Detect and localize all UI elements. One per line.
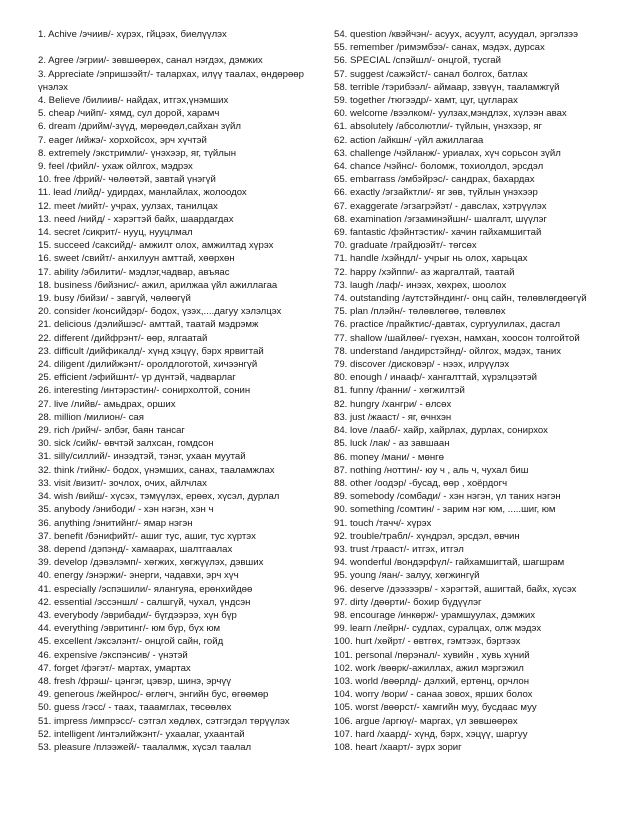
vocab-entry: 101. personal /пөрэнал/- хувийн , хувь хүний	[334, 649, 530, 661]
vocab-entry: 18. business /бийзнис/- ажил, арилжаа үйл ажиллагаа	[38, 279, 278, 291]
vocab-entry: 33. visit /визит/- зочлох, очих, айлчлах	[38, 477, 207, 489]
vocab-entry: 107. hard /хаард/- хүнд, бэрх, хэцүү, шаргуу	[334, 728, 528, 740]
vocab-entry: 37. benefit /бэнифийт/- ашиг тус, ашиг, тус хүртэх	[38, 530, 256, 542]
vocab-entry: 39. develop /дэвэлэмп/- хөгжих, хөгжүүлэх, дэвших	[38, 557, 264, 569]
vocab-entry: 5. cheap /чийп/- хямд, сул дорой, харамч	[38, 108, 220, 120]
vocab-entry: 7. eager /ийжэ/- хорхойсох, эрч хүчтэй	[38, 134, 207, 146]
vocab-entry: 96. deserve /дээзээрв/ - хэрэгтэй, ашигтай, байх, хүсэх	[334, 583, 577, 595]
vocab-entry: 28. million /милион/- сая	[38, 411, 144, 423]
vocab-entry: 103. world /вөөрлд/- дэлхий, ертөнц, орчлон	[334, 675, 530, 687]
vocab-entry: 78. understand /андирстэйнд/- ойлгох, мэдэх, таних	[334, 345, 562, 357]
vocab-entry: 30. sick /сийк/- өвчтэй залхсан, гомдсон	[38, 438, 214, 450]
vocab-entry: 55. remember /римэмбээ/- санах, мэдэх, дурсах	[334, 42, 545, 54]
blank-line	[38, 41, 320, 54]
vocab-entry: 77. shallow /шайлөө/- гүехэн, намхан, хоосон толгойтой	[334, 332, 580, 344]
vocab-entry: 92. trouble/трабл/- хүндрэл, эрсдэл, өвчин	[334, 530, 520, 542]
vocab-entry: 80. enough / инааф/- хангалттай, хүрэлцээтэй	[334, 372, 537, 384]
vocab-entry: 54. question /квэйчэн/- асуух, асуулт, асуудал, эргэлзээ	[334, 29, 578, 40]
vocab-entry: 29. rich /рийч/- элбэг, баян тансаг	[38, 425, 185, 437]
vocab-entry: 95. young /яан/- залуу, хөгжингүй	[334, 570, 480, 582]
vocab-entry: 83. just /жааст/ - яг, өчнхэн	[334, 411, 452, 423]
vocab-entry: 79. discover /дисковэр/ - нээх, илрүүлэх	[334, 359, 510, 371]
vocab-entry: 61. absolutely /абсолютли/- түйлын, үнэхээр, яг	[334, 121, 543, 133]
vocab-entry: 43. everybody /эврибади/- бүгдээрээ, хүн бүр	[38, 609, 237, 621]
vocab-entry: 14. secret /сикрит/- нууц, нууцлмал	[38, 227, 193, 239]
vocab-entry: 81. funny /фанни/ - хөгжилтэй	[334, 385, 465, 397]
vocab-entry: 16. sweet /свийт/- анхилуун амттай, хөөрхөн	[38, 253, 235, 265]
vocab-entry: 51. impress /импрэсс/- сэтгэл хөдлөх, сэтгэгдэл төрүүлэх	[38, 715, 290, 727]
vocab-entry: 93. trust /трааст/- итгэх, итгэл	[334, 543, 464, 555]
vocab-entry: 91. touch /тачч/- хүрэх	[334, 517, 432, 529]
vocab-entry: 3. Appreciate /эпришээйт/- талархах, илүү таалах, өндөрөөр үнэлэх	[38, 68, 304, 93]
vocab-entry: 88. other /оодэр/ -бусад, өөр , хоёрдогч	[334, 477, 508, 489]
vocab-entry: 26. interesting /интэрэстин/- сонирхолтой, сонин	[38, 385, 251, 397]
vocab-entry: 47. forget /фэгэт/- мартах, умартах	[38, 662, 191, 674]
vocab-entry: 90. something /сомтин/ - зарим нэг юм, .....шиг, юм	[334, 504, 556, 516]
vocab-entry: 34. wish /вийш/- хүсэх, тэмүүлэх, ерөөх, хүсэл, дурлал	[38, 491, 280, 503]
vocab-entry: 60. welcome /вээлком/- уулзах,мэндлэх, хүлээн авах	[334, 108, 567, 120]
vocab-entry: 87. nothing /ноттин/- юу ч , аль ч, чухал биш	[334, 464, 529, 476]
vocab-entry: 31. silly/силлий/- инээдтэй, тэнэг, ухаан муутай	[38, 451, 246, 463]
vocab-entry: 23. difficult /дийфикалд/- хүнд хэцүү, бэрх ярвигтай	[38, 345, 264, 357]
vocab-entry: 70. graduate /грайдюэйт/- төгсөх	[334, 240, 477, 252]
vocab-entry: 108. heart /хаарт/- зүрх зориг	[334, 741, 462, 753]
vocab-entry: 40. energy /энэржи/- энерги, чадавхи, эрч хүч	[38, 570, 239, 582]
vocab-entry: 104. worry /вори/ - санаа зовох, ярших болох	[334, 689, 533, 701]
vocab-entry: 22. different /дийфрэнт/- өөр, ялгаатай	[38, 332, 208, 344]
vocab-entry: 52. intelligent /интэлийжэнт/- ухаалаг, ухаантай	[38, 728, 245, 740]
vocab-entry: 2. Agree /эгрии/- зөвшөөрөх, санал нэгдэх, дэмжих	[38, 55, 263, 67]
vocab-entry: 8. extremely /экстримли/- үнэхээр, яг, түйлын	[38, 147, 237, 159]
vocab-entry: 76. practice /прайктис/-давтах, сургуулилах, дасгал	[334, 319, 561, 331]
vocab-entry: 75. plan /плэйн/- төлөвлөгөө, төлөвлөх	[334, 306, 506, 318]
vocab-entry: 68. examination /эгзаминэйшн/- шалгалт, шүүлэг	[334, 213, 547, 225]
vocab-entry: 48. fresh /фрэш/- цэнгэг, цэвэр, шинэ, эрчүү	[38, 675, 231, 687]
vocab-entry: 24. diligent /дилийжэнт/- оролдлоготой, хичээнгүй	[38, 359, 258, 371]
vocab-entry: 72. happy /хэйппи/- аз жаргалтай, таатай	[334, 266, 515, 278]
vocab-entry: 53. pleasure /плээжей/- таалалмж, хүсэл таалал	[38, 741, 252, 753]
vocab-entry: 56. SPECIAL /спэйшл/- онцгой, тусгай	[334, 55, 501, 67]
vocab-entry: 19. busy /бийзи/ - завгүй, чөлөөгүй	[38, 293, 191, 305]
vocab-entry: 84. love /лааб/- хайр, хайрлах, дурлах, сонирхох	[334, 425, 548, 437]
vocab-entry: 35. anybody /энибоди/ - хэн нэгэн, хэн ч	[38, 504, 214, 516]
vocab-entry: 85. luck /лак/ - аз завшаан	[334, 438, 450, 450]
vocab-entry: 67. exaggerate /эгзагрэйэт/ - давслах, хэтрүүлэх	[334, 200, 547, 212]
vocab-entry: 73. laugh /лаф/- инээх, хөхрөх, шоолох	[334, 279, 507, 291]
vocab-entry: 65. embarrass /эмбэйрэс/- сандрах, бахардах	[334, 174, 535, 186]
vocab-entry: 57. suggest /сажэйст/- санал болгох, батлах	[334, 68, 528, 80]
vocab-entry: 62. action /айкшн/ -үйл ажиллагаа	[334, 134, 484, 146]
vocab-entry: 20. consider /консийдэр/- бодох, үзэх,....дагуу хэлэлцэх	[38, 306, 282, 318]
vocab-entry: 50. guess /гэсс/ - таах, тааамглах, төсөөлөх	[38, 702, 232, 714]
vocab-entry: 89. somebody /сомбади/ - хэн нэгэн, үл таних нэгэн	[334, 491, 561, 503]
vocab-entry: 66. exactly /эгзайктли/- яг зөв, түйлын үнэхээр	[334, 187, 538, 199]
vocab-entry: 42. essential /эссэншл/ - салшгүй, чухал, үндсэн	[38, 596, 251, 608]
vocab-entry: 1. Achive /эчиив/- хүрэх, гйцээх, биелүүлэх	[38, 29, 227, 40]
vocab-entry: 59. together /тюгээдр/- хамт, цуг, цугларах	[334, 95, 518, 107]
vocab-entry: 46. expensive /экспэнсив/ - үнэтэй	[38, 649, 188, 661]
vocab-entry: 13. need /нийд/ - хэрэгтэй байх, шаардагдах	[38, 213, 234, 225]
vocab-entry: 99. learn /лейрн/- судлах, суралцах, олж мэдэх	[334, 623, 542, 635]
vocab-entry: 82. hungry /хангри/ - өлсөх	[334, 398, 452, 410]
vocab-entry: 100. hurt /хөйрт/ - өвтгөх, гэмтээх, бэртээх	[334, 636, 521, 648]
vocab-entry: 63. challenge /чэйланж/- уриалах, хүч сорьсон зүйл	[334, 147, 561, 159]
vocab-entry: 49. generous /жейнрос/- өглөгч, энгийн бус, өгөөмөр	[38, 689, 269, 701]
vocab-entry: 36. anything /энитийнг/- ямар нэгэн	[38, 517, 193, 529]
vocab-entry: 105. worst /вөөрст/- хамгийн муу, бусдаас муу	[334, 702, 537, 714]
vocab-entry: 6. dream /дрийм/-зүүд, мөрөөдөл,сайхан зүйл	[38, 121, 241, 133]
vocab-entry: 71. handle /хэйндл/- учрыг нь олох, харьцах	[334, 253, 528, 265]
vocab-entry: 86. money /мани/ - мөнгө	[334, 451, 444, 463]
vocab-entry: 32. think /тийнк/- бодох, үнэмших, санах, тааламжлах	[38, 464, 275, 476]
vocab-entry: 15. succeed /саксийд/- амжилт олох, амжилтад хүрэх	[38, 240, 274, 252]
vocab-entry: 21. delicious /дэлийшэс/- амттай, таатай мэдрэмж	[38, 319, 259, 331]
vocab-entry: 98. encourage /инкөрж/- урамшуулах, дэмжих	[334, 609, 536, 621]
vocab-entry: 97. dirty /дөөрти/- бохир бүдүүлэг	[334, 596, 482, 608]
vocab-entry: 45. excellent /эксэлэнт/- онцгой сайн, гойд	[38, 636, 224, 648]
vocab-entry: 102. work /вөөрк/-ажиллах, ажил мэргэжил	[334, 662, 524, 674]
vocab-entry: 106. argue /аргюү/- маргах, үл зөвшөөрөх	[334, 715, 518, 727]
vocab-entry: 44. everything /эвритинг/- юм бүр, бүх юм	[38, 623, 221, 635]
vocab-entry: 12. meet /мийт/- учрах, уулзах, танилцах	[38, 200, 218, 212]
vocab-entry: 38. depend /дэпэнд/- хамаарах, шалтгаалах	[38, 543, 233, 555]
vocab-entry: 11. lead /лийд/- удирдах, манлайлах, жолоодох	[38, 187, 247, 199]
vocab-entry: 74. outstanding /аутстэйндинг/- онц сайн, төлөвлөгдөөгүй	[334, 293, 587, 305]
right-column	[334, 28, 606, 754]
vocab-entry: 17. ability /эбилити/- мэдлэг,чадвар, авъяас	[38, 266, 230, 278]
left-column	[38, 28, 320, 754]
vocab-entry: 25. efficient /эфийшнт/- үр дүнтэй, чадварлаг	[38, 372, 236, 384]
vocab-entry: 41. especially /эспэшили/- ялангуяа, ерөнхийдөө	[38, 583, 253, 595]
vocab-entry: 69. fantastic /фэйнтэстик/- хачин гайхамшигтай	[334, 227, 542, 239]
vocab-entry: 10. free /фрий/- чөлөөтэй, завтай үнэгүй	[38, 174, 216, 186]
vocab-entry: 94. wonderful /вондэрфүл/- гайхамшигтай, шагшрам	[334, 557, 565, 569]
vocab-entry: 9. feel /фийл/- ухаж ойлгох, мэдрэх	[38, 161, 193, 173]
vocab-entry: 58. terrible /тэрибээл/- аймаар, зэвүүн, тааламжгүй	[334, 81, 560, 93]
vocab-entry: 64. chance /чэйнс/- боломж, тохиолдол, эрсдэл	[334, 161, 544, 173]
vocab-entry: 4. Believe /билиив/- найдах, итгэх,үнэмших	[38, 95, 229, 106]
vocab-entry: 27. live /лийв/- амьдрах, орших	[38, 398, 176, 410]
